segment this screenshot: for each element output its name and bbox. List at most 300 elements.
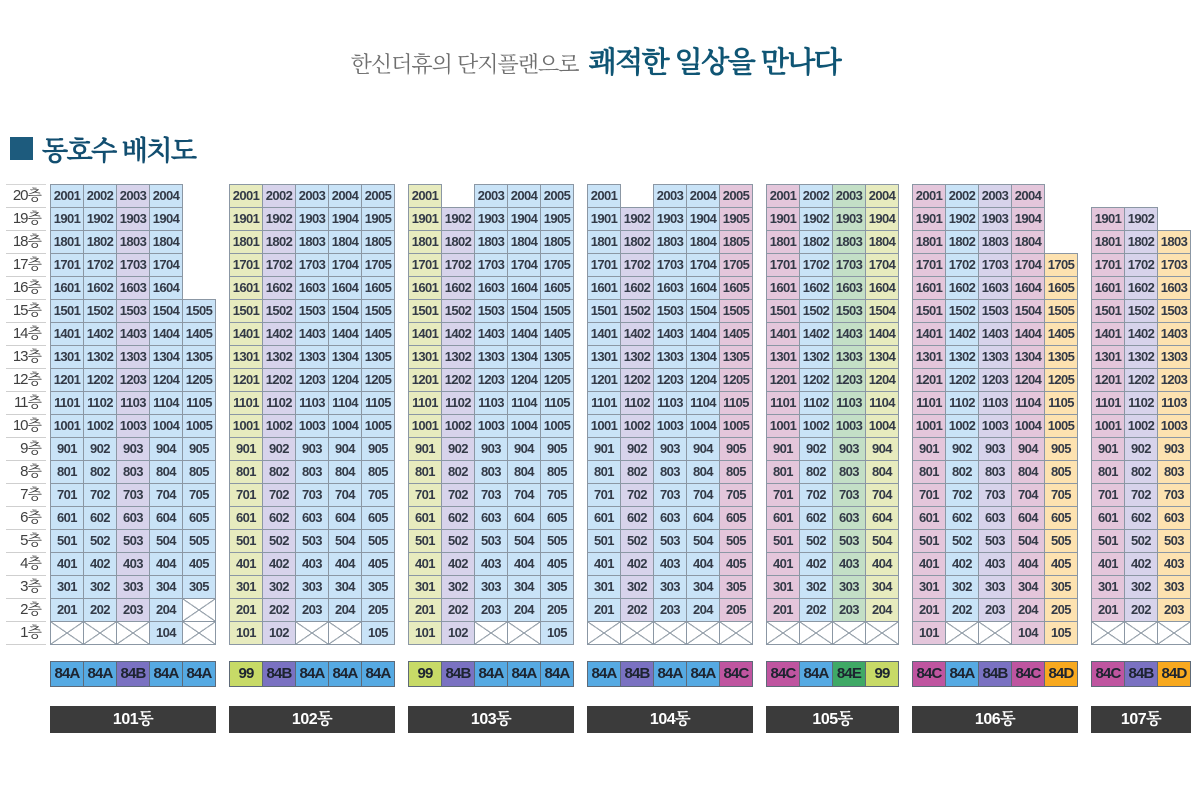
unit-cell: 202 xyxy=(945,598,979,622)
unit-cell: 301 xyxy=(50,575,84,599)
unit-cell: 805 xyxy=(361,460,395,484)
unit-cell: 501 xyxy=(912,529,946,553)
unit-cell: 1303 xyxy=(116,345,150,369)
grid-row xyxy=(1092,230,1191,254)
unit-cell: 203 xyxy=(1157,598,1191,622)
type-badge: 84A xyxy=(540,661,574,687)
unit-cell: 1302 xyxy=(262,345,296,369)
unit-cell: 1602 xyxy=(441,276,475,300)
unit-cell: 804 xyxy=(149,460,183,484)
unit-cell: 1502 xyxy=(945,299,979,323)
unit-cell: 1803 xyxy=(295,230,329,254)
unit-cell: 804 xyxy=(686,460,720,484)
unit-cell: 1902 xyxy=(945,207,979,231)
grid-row xyxy=(230,506,395,530)
type-badge: 84A xyxy=(474,661,508,687)
unit-cell: 802 xyxy=(945,460,979,484)
unit-cell: 1703 xyxy=(832,253,866,277)
unit-cell: 801 xyxy=(1091,460,1125,484)
unit-grid xyxy=(912,184,1078,645)
unit-cell: 601 xyxy=(587,506,621,530)
unit-cell: 1101 xyxy=(229,391,263,415)
unit-cell: 1501 xyxy=(229,299,263,323)
unit-cell: 203 xyxy=(832,598,866,622)
unit-cell: 104 xyxy=(149,621,183,645)
unit-cell: 1603 xyxy=(653,276,687,300)
floor-labels-column xyxy=(6,184,46,645)
unit-cell: 1401 xyxy=(229,322,263,346)
unit-cell: 201 xyxy=(1091,598,1125,622)
grid-row xyxy=(230,529,395,553)
unit-cell: 804 xyxy=(507,460,541,484)
floor-label: 10층 xyxy=(6,415,46,438)
unit-cell: 2004 xyxy=(1011,184,1045,208)
unit-cell: 204 xyxy=(865,598,899,622)
unit-cell: 703 xyxy=(978,483,1012,507)
unit-cell: 705 xyxy=(719,483,753,507)
unit-cell: 602 xyxy=(799,506,833,530)
unit-cell: 2002 xyxy=(945,184,979,208)
unit-cell: 1802 xyxy=(1124,230,1158,254)
unit-cell: 1302 xyxy=(620,345,654,369)
unit-cell: 405 xyxy=(1044,552,1078,576)
unit-cell: 1201 xyxy=(766,368,800,392)
unit-cell: 1603 xyxy=(978,276,1012,300)
unit-cell: 1001 xyxy=(408,414,442,438)
grid-row xyxy=(409,506,574,530)
type-badge: 84A xyxy=(182,661,216,687)
unit-cell: 305 xyxy=(182,575,216,599)
empty-cell xyxy=(50,621,84,645)
unit-cell: 503 xyxy=(1157,529,1191,553)
unit-cell: 401 xyxy=(408,552,442,576)
unit-cell: 302 xyxy=(262,575,296,599)
empty-cell xyxy=(1157,621,1191,645)
unit-cell: 1104 xyxy=(865,391,899,415)
unit-cell: 705 xyxy=(182,483,216,507)
unit-cell: 1705 xyxy=(719,253,753,277)
unit-cell: 1602 xyxy=(262,276,296,300)
unit-cell: 1305 xyxy=(719,345,753,369)
unit-cell: 801 xyxy=(229,460,263,484)
unit-cell: 603 xyxy=(295,506,329,530)
empty-cell xyxy=(507,621,541,645)
floor-label: 11층 xyxy=(6,392,46,415)
unit-cell: 1003 xyxy=(653,414,687,438)
unit-cell: 602 xyxy=(1124,506,1158,530)
unit-cell: 603 xyxy=(474,506,508,530)
unit-cell: 1404 xyxy=(1011,322,1045,346)
unit-cell: 1705 xyxy=(361,253,395,277)
grid-row xyxy=(51,391,216,415)
unit-cell: 1704 xyxy=(507,253,541,277)
unit-cell: 202 xyxy=(1124,598,1158,622)
unit-cell: 1602 xyxy=(945,276,979,300)
unit-cell: 104 xyxy=(1011,621,1045,645)
unit-cell: 1902 xyxy=(262,207,296,231)
unit-cell: 2001 xyxy=(587,184,621,208)
unit-cell: 1601 xyxy=(408,276,442,300)
unit-cell: 702 xyxy=(620,483,654,507)
unit-cell: 102 xyxy=(262,621,296,645)
unit-cell: 1204 xyxy=(328,368,362,392)
type-badge: 84A xyxy=(50,661,84,687)
floor-label: 14층 xyxy=(6,323,46,346)
unit-cell: 1503 xyxy=(295,299,329,323)
grid-row xyxy=(767,276,899,300)
grid-row xyxy=(230,276,395,300)
unit-cell: 1403 xyxy=(978,322,1012,346)
unit-cell: 1503 xyxy=(1157,299,1191,323)
unit-cell: 501 xyxy=(408,529,442,553)
unit-cell: 1904 xyxy=(1011,207,1045,231)
grid-row xyxy=(230,552,395,576)
unit-cell: 304 xyxy=(865,575,899,599)
unit-cell: 403 xyxy=(978,552,1012,576)
floor-label: 15층 xyxy=(6,300,46,323)
unit-cell: 901 xyxy=(1091,437,1125,461)
grid-row xyxy=(767,552,899,576)
grid-row xyxy=(767,345,899,369)
grid-row xyxy=(588,345,753,369)
unit-cell: 1703 xyxy=(653,253,687,277)
unit-cell: 1402 xyxy=(1124,322,1158,346)
grid-row xyxy=(51,598,216,622)
empty-cell xyxy=(474,621,508,645)
grid-row xyxy=(409,460,574,484)
unit-cell: 1204 xyxy=(507,368,541,392)
unit-cell: 402 xyxy=(83,552,117,576)
unit-cell: 703 xyxy=(474,483,508,507)
grid-row xyxy=(409,391,574,415)
unit-cell: 1403 xyxy=(653,322,687,346)
unit-cell: 1804 xyxy=(865,230,899,254)
unit-cell: 405 xyxy=(719,552,753,576)
unit-cell: 1802 xyxy=(620,230,654,254)
unit-cell: 1901 xyxy=(587,207,621,231)
unit-cell: 401 xyxy=(1091,552,1125,576)
grid-row xyxy=(767,598,899,622)
unit-cell: 1402 xyxy=(441,322,475,346)
unit-cell: 1002 xyxy=(799,414,833,438)
unit-cell: 402 xyxy=(945,552,979,576)
type-row xyxy=(766,661,899,687)
floor-label: 20층 xyxy=(6,185,46,208)
empty-cell xyxy=(295,621,329,645)
unit-cell: 1902 xyxy=(441,207,475,231)
empty-cell xyxy=(116,621,150,645)
unit-cell: 802 xyxy=(1124,460,1158,484)
type-badge: 84B xyxy=(978,661,1012,687)
unit-cell: 901 xyxy=(912,437,946,461)
grid-row xyxy=(409,368,574,392)
grid-row xyxy=(588,414,753,438)
unit-cell: 1501 xyxy=(1091,299,1125,323)
grid-row xyxy=(913,621,1078,645)
unit-cell: 1101 xyxy=(766,391,800,415)
unit-cell: 803 xyxy=(832,460,866,484)
grid-row xyxy=(767,414,899,438)
floor-label: 8층 xyxy=(6,461,46,484)
section-header xyxy=(10,129,1191,168)
empty-cell xyxy=(1124,621,1158,645)
unit-cell: 704 xyxy=(1011,483,1045,507)
building-column-106 xyxy=(912,184,1078,733)
unit-cell: 2003 xyxy=(116,184,150,208)
unit-cell: 1101 xyxy=(1091,391,1125,415)
unit-cell: 901 xyxy=(587,437,621,461)
unit-cell: 1201 xyxy=(587,368,621,392)
unit-cell: 1804 xyxy=(149,230,183,254)
type-row xyxy=(1091,661,1191,687)
unit-cell: 1503 xyxy=(474,299,508,323)
grid-row xyxy=(913,184,1078,208)
unit-cell: 1003 xyxy=(832,414,866,438)
unit-cell: 204 xyxy=(328,598,362,622)
unit-cell: 1802 xyxy=(945,230,979,254)
unit-cell: 1103 xyxy=(978,391,1012,415)
unit-cell: 403 xyxy=(474,552,508,576)
unit-cell: 202 xyxy=(799,598,833,622)
unit-cell: 205 xyxy=(361,598,395,622)
unit-cell: 1802 xyxy=(83,230,117,254)
grid-row xyxy=(913,230,1078,254)
unit-cell: 1302 xyxy=(83,345,117,369)
unit-cell: 1304 xyxy=(686,345,720,369)
grid-row xyxy=(767,437,899,461)
unit-cell: 805 xyxy=(182,460,216,484)
unit-cell: 1303 xyxy=(832,345,866,369)
unit-cell: 1505 xyxy=(1044,299,1078,323)
unit-cell: 1301 xyxy=(50,345,84,369)
unit-cell: 1002 xyxy=(83,414,117,438)
unit-cell: 1502 xyxy=(799,299,833,323)
type-badge: 84C xyxy=(912,661,946,687)
floor-label: 9층 xyxy=(6,438,46,461)
type-badge: 84A xyxy=(328,661,362,687)
unit-cell: 1103 xyxy=(832,391,866,415)
grid-row xyxy=(913,368,1078,392)
unit-cell: 1805 xyxy=(361,230,395,254)
unit-cell: 1303 xyxy=(978,345,1012,369)
unit-cell: 505 xyxy=(182,529,216,553)
unit-cell: 905 xyxy=(361,437,395,461)
type-badge: 84C xyxy=(766,661,800,687)
unit-cell: 605 xyxy=(361,506,395,530)
unit-cell: 1603 xyxy=(295,276,329,300)
unit-cell: 1604 xyxy=(328,276,362,300)
unit-cell: 1501 xyxy=(766,299,800,323)
grid-row xyxy=(588,368,753,392)
unit-cell: 1601 xyxy=(766,276,800,300)
unit-cell: 1304 xyxy=(149,345,183,369)
grid-row xyxy=(588,529,753,553)
unit-cell: 1103 xyxy=(653,391,687,415)
unit-cell: 1504 xyxy=(1011,299,1045,323)
grid-row xyxy=(913,253,1078,277)
unit-cell: 501 xyxy=(587,529,621,553)
grid-row xyxy=(51,253,216,277)
unit-cell: 1001 xyxy=(229,414,263,438)
grid-row xyxy=(588,230,753,254)
unit-cell: 1903 xyxy=(832,207,866,231)
building-name-bar: 107동 xyxy=(1091,706,1191,733)
unit-cell: 1404 xyxy=(686,322,720,346)
unit-cell: 1803 xyxy=(978,230,1012,254)
unit-cell: 502 xyxy=(799,529,833,553)
type-badge: 84E xyxy=(832,661,866,687)
unit-cell: 903 xyxy=(116,437,150,461)
unit-cell: 802 xyxy=(441,460,475,484)
building-column-101 xyxy=(50,184,216,733)
unit-cell: 1002 xyxy=(620,414,654,438)
unit-cell: 1303 xyxy=(1157,345,1191,369)
unit-cell: 801 xyxy=(912,460,946,484)
unit-cell: 203 xyxy=(295,598,329,622)
unit-cell: 1601 xyxy=(50,276,84,300)
grid-row xyxy=(409,322,574,346)
unit-cell: 204 xyxy=(1011,598,1045,622)
grid-row xyxy=(767,460,899,484)
grid-row xyxy=(1092,345,1191,369)
unit-cell: 1101 xyxy=(587,391,621,415)
unit-cell: 803 xyxy=(978,460,1012,484)
unit-cell: 503 xyxy=(832,529,866,553)
unit-cell: 1102 xyxy=(262,391,296,415)
unit-cell: 1605 xyxy=(1044,276,1078,300)
floor-label: 12층 xyxy=(6,369,46,392)
unit-cell: 502 xyxy=(262,529,296,553)
grid-row xyxy=(409,414,574,438)
unit-cell: 1304 xyxy=(865,345,899,369)
unit-cell: 904 xyxy=(1011,437,1045,461)
unit-cell: 1305 xyxy=(182,345,216,369)
unit-cell: 202 xyxy=(620,598,654,622)
unit-cell: 703 xyxy=(832,483,866,507)
unit-cell: 905 xyxy=(719,437,753,461)
grid-row xyxy=(588,552,753,576)
unit-cell: 1803 xyxy=(474,230,508,254)
unit-cell: 1604 xyxy=(1011,276,1045,300)
unit-cell: 1401 xyxy=(50,322,84,346)
unit-cell: 1503 xyxy=(978,299,1012,323)
unit-cell: 504 xyxy=(686,529,720,553)
grid-row xyxy=(1092,598,1191,622)
unit-cell: 505 xyxy=(719,529,753,553)
grid-row xyxy=(913,529,1078,553)
unit-cell: 1204 xyxy=(865,368,899,392)
unit-cell: 501 xyxy=(229,529,263,553)
unit-cell: 1202 xyxy=(620,368,654,392)
unit-cell: 702 xyxy=(945,483,979,507)
unit-cell: 701 xyxy=(50,483,84,507)
grid-row xyxy=(230,621,395,645)
unit-cell: 901 xyxy=(408,437,442,461)
type-badge: 84B xyxy=(116,661,150,687)
floor-label: 19층 xyxy=(6,208,46,231)
unit-cell: 1103 xyxy=(116,391,150,415)
unit-cell: 1002 xyxy=(1124,414,1158,438)
unit-cell: 1201 xyxy=(408,368,442,392)
unit-cell: 2004 xyxy=(686,184,720,208)
unit-cell: 402 xyxy=(1124,552,1158,576)
unit-cell: 1401 xyxy=(1091,322,1125,346)
unit-cell: 702 xyxy=(441,483,475,507)
empty-cell xyxy=(799,621,833,645)
unit-cell: 1003 xyxy=(474,414,508,438)
unit-cell: 1701 xyxy=(766,253,800,277)
unit-cell: 1102 xyxy=(620,391,654,415)
unit-cell: 1203 xyxy=(474,368,508,392)
grid-row xyxy=(230,207,395,231)
grid-row xyxy=(1092,552,1191,576)
building-column-102 xyxy=(229,184,395,733)
unit-cell: 201 xyxy=(912,598,946,622)
type-row xyxy=(229,661,395,687)
empty-cell xyxy=(587,621,621,645)
empty-cell xyxy=(832,621,866,645)
unit-cell: 701 xyxy=(408,483,442,507)
unit-cell: 1703 xyxy=(1157,253,1191,277)
unit-cell: 601 xyxy=(229,506,263,530)
unit-cell: 304 xyxy=(328,575,362,599)
unit-cell: 904 xyxy=(865,437,899,461)
unit-cell: 405 xyxy=(361,552,395,576)
unit-cell: 805 xyxy=(540,460,574,484)
unit-cell: 2005 xyxy=(540,184,574,208)
unit-cell: 302 xyxy=(441,575,475,599)
unit-grid xyxy=(408,184,574,645)
unit-cell: 1905 xyxy=(719,207,753,231)
unit-cell: 1704 xyxy=(1011,253,1045,277)
unit-cell: 303 xyxy=(474,575,508,599)
unit-cell: 504 xyxy=(507,529,541,553)
unit-cell: 803 xyxy=(116,460,150,484)
unit-cell: 1001 xyxy=(50,414,84,438)
unit-cell: 1204 xyxy=(686,368,720,392)
unit-cell: 1101 xyxy=(50,391,84,415)
unit-cell: 1005 xyxy=(1044,414,1078,438)
unit-cell: 302 xyxy=(945,575,979,599)
unit-cell: 1904 xyxy=(328,207,362,231)
unit-cell: 1001 xyxy=(1091,414,1125,438)
grid-row xyxy=(913,322,1078,346)
grid-row xyxy=(767,575,899,599)
grid-row xyxy=(51,483,216,507)
type-badge: 84B xyxy=(1124,661,1158,687)
unit-cell: 903 xyxy=(978,437,1012,461)
unit-cell: 203 xyxy=(116,598,150,622)
unit-cell: 303 xyxy=(978,575,1012,599)
unit-cell: 802 xyxy=(799,460,833,484)
grid-row xyxy=(409,253,574,277)
unit-cell: 302 xyxy=(1124,575,1158,599)
grid-row xyxy=(51,276,216,300)
grid-row xyxy=(409,575,574,599)
building-name-bar: 101동 xyxy=(50,706,216,733)
grid-row xyxy=(1092,391,1191,415)
grid-row xyxy=(913,391,1078,415)
unit-cell: 404 xyxy=(328,552,362,576)
type-badge: 84A xyxy=(149,661,183,687)
type-badge: 84B xyxy=(620,661,654,687)
unit-cell: 2001 xyxy=(408,184,442,208)
unit-cell: 2004 xyxy=(149,184,183,208)
grid-row xyxy=(913,414,1078,438)
unit-cell: 705 xyxy=(1044,483,1078,507)
unit-cell: 1302 xyxy=(1124,345,1158,369)
unit-cell: 1401 xyxy=(912,322,946,346)
